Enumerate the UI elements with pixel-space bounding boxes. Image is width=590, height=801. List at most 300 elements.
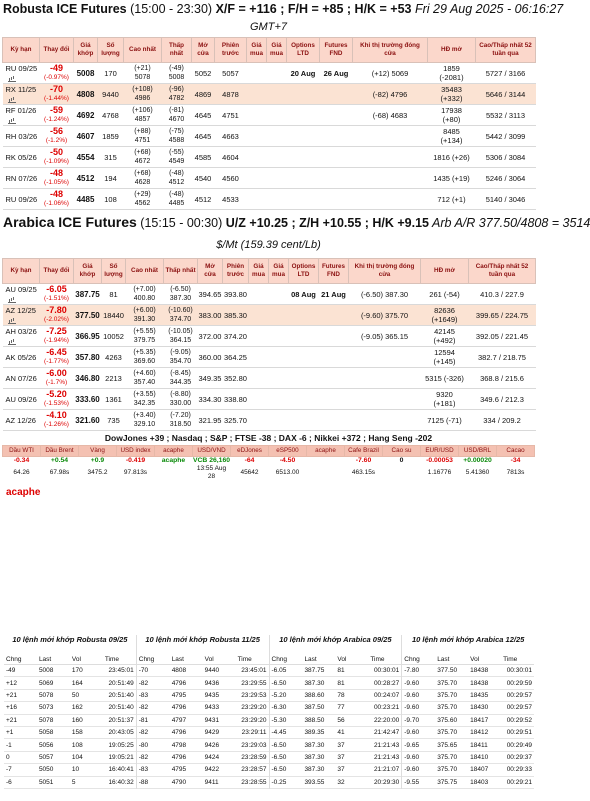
chart-icon[interactable] [8, 296, 16, 303]
close-value: (-82) 4796 [353, 84, 428, 105]
trade-row [402, 776, 534, 788]
bid-price [247, 84, 267, 105]
trade-row [270, 702, 402, 714]
open-interest: 17938 [441, 106, 462, 115]
trade-cell: 9433 [203, 702, 236, 714]
open-interest-delta: (+134) [440, 136, 463, 145]
trade-cell: 387.75 [302, 665, 335, 677]
open-interest-delta: (+332) [440, 94, 463, 103]
contract-term[interactable] [3, 284, 40, 305]
trade-cell: 00:23:21 [368, 702, 401, 714]
prev-close: 4604 [215, 147, 247, 168]
trade-cell: 375.65 [435, 739, 468, 751]
bid-price [249, 305, 269, 326]
trade-cell: 56 [335, 714, 368, 726]
trade-cell: 375.75 [435, 776, 468, 788]
quote-row[interactable] [3, 63, 536, 84]
trade-cell: +16 [4, 702, 37, 714]
open-interest: 42145 [434, 327, 455, 336]
change-cell [40, 368, 74, 389]
open-interest-cell [428, 126, 476, 147]
prev-close: 338.80 [223, 389, 249, 410]
contract-name: RN 07/26 [5, 173, 38, 183]
trade-row [137, 714, 269, 726]
contract-term[interactable] [3, 84, 40, 105]
open-price: 4540 [192, 168, 215, 189]
contract-term[interactable] [3, 305, 40, 326]
low-cell [162, 84, 192, 105]
prev-close: 374.20 [223, 326, 249, 347]
open-interest: 9320 [436, 390, 453, 399]
quote-row[interactable] [3, 368, 536, 389]
change-value: -6.45 [46, 347, 67, 357]
trades-title: 10 lệnh mới khớp Robusta 11/25 [145, 635, 260, 644]
markets-sub-row [3, 465, 535, 481]
trade-cell: 20:51:37 [103, 714, 136, 726]
trade-row [270, 751, 402, 763]
trade-cell: 9411 [203, 776, 236, 788]
open-price: 372.00 [198, 326, 223, 347]
trade-cell: -6.30 [270, 702, 303, 714]
change-percent: (-1.51%) [44, 295, 69, 302]
contract-term[interactable] [3, 105, 40, 126]
trades-title: 10 lệnh mới khớp Robusta 09/25 [12, 635, 128, 644]
trade-cell: 9429 [203, 726, 236, 738]
robusta-title-hours: (15:00 - 23:30) [126, 2, 216, 16]
trade-row [137, 689, 269, 701]
trades-col-header: Last [435, 655, 468, 665]
high-price: 400.80 [133, 295, 156, 302]
quote-row[interactable] [3, 105, 536, 126]
trade-cell: 375.70 [435, 764, 468, 776]
trade-cell: -9.55 [402, 776, 435, 788]
close-value [349, 389, 421, 410]
recent-trades [4, 635, 534, 789]
quote-row[interactable] [3, 326, 536, 347]
low-delta: (-10.60) [168, 307, 193, 314]
contract-term[interactable] [3, 147, 40, 168]
trade-cell: -9.60 [402, 751, 435, 763]
volume: 1859 [98, 126, 124, 147]
high-delta: (+5.55) [133, 328, 156, 335]
quote-row[interactable] [3, 389, 536, 410]
trades-col-header: Time [236, 655, 269, 665]
trade-cell: 104 [70, 751, 103, 763]
arabica-subtitle: $/Mt (159.39 cent/Lb) [216, 239, 321, 251]
trade-cell: 375.70 [435, 751, 468, 763]
low-cell [164, 284, 198, 305]
trade-cell: 00:29:57 [501, 689, 534, 701]
low-price: 344.35 [169, 379, 192, 386]
quote-row[interactable] [3, 189, 536, 210]
market-value: +0.54 [50, 457, 69, 464]
open-interest: 712 (+1) [437, 194, 466, 204]
trade-cell: -0.25 [270, 776, 303, 788]
trade-cell: 00:29:21 [501, 776, 534, 788]
trade-cell: 20:51:40 [103, 702, 136, 714]
trade-cell: 23:28:55 [236, 776, 269, 788]
volume: 735 [102, 410, 126, 431]
trade-cell: 9431 [203, 714, 236, 726]
contract-term[interactable] [3, 368, 40, 389]
open-interest-cell [421, 284, 469, 305]
trade-cell: 158 [70, 726, 103, 738]
change-value: -5.20 [46, 389, 67, 399]
week52-range: 5727 / 3166 [476, 63, 536, 84]
volume: 170 [98, 63, 124, 84]
trade-cell: 16:40:41 [103, 764, 136, 776]
open-price: 360.00 [198, 347, 223, 368]
market-header: eSP500 [269, 446, 307, 457]
ask-price [267, 63, 287, 84]
trade-cell: 10 [70, 764, 103, 776]
prev-close: 325.70 [223, 410, 249, 431]
col-header: Thay đổi [40, 259, 74, 284]
options-ltd [287, 126, 320, 147]
low-cell [164, 347, 198, 368]
change-percent: (-1.94%) [44, 337, 69, 344]
change-value: -6.05 [46, 284, 67, 294]
arabica-quote-table [2, 258, 536, 431]
change-value: -48 [49, 168, 63, 178]
options-ltd: 20 Aug [287, 63, 320, 84]
low-cell [162, 126, 192, 147]
open-price: 394.65 [198, 284, 223, 305]
contract-name: RH 03/26 [5, 131, 38, 141]
trade-row [4, 677, 136, 689]
chart-icon[interactable] [8, 75, 16, 82]
trade-row [402, 739, 534, 751]
high-cell [126, 368, 164, 389]
col-header: HĐ mở [428, 38, 476, 63]
col-header: Options LTD [289, 259, 319, 284]
high-delta: (+21) [134, 65, 151, 72]
trade-cell: 21:21:43 [368, 751, 401, 763]
brand-logo[interactable]: acaphe [6, 487, 41, 498]
trade-row [4, 702, 136, 714]
market-header: acaphe [155, 446, 193, 457]
week52-range: 399.65 / 224.75 [469, 305, 536, 326]
high-cell [126, 284, 164, 305]
market-value [307, 457, 345, 466]
trade-cell: -6.50 [270, 739, 303, 751]
week52-range: 5646 / 3144 [476, 84, 536, 105]
open-price: 4645 [192, 126, 215, 147]
quote-row[interactable] [3, 126, 536, 147]
low-cell [164, 305, 198, 326]
trade-cell: 18411 [468, 739, 501, 751]
high-price: 5078 [134, 74, 151, 81]
market-header: Cacao [497, 446, 535, 457]
trade-cell: 19:05:21 [103, 751, 136, 763]
trade-cell: 4796 [170, 726, 203, 738]
open-interest: 35483 [441, 85, 462, 94]
trade-row [4, 764, 136, 776]
market-sub: 13:55 Aug 28 [196, 465, 227, 480]
trade-cell: -83 [137, 689, 170, 701]
low-delta: (-6.50) [170, 286, 191, 293]
market-value[interactable]: acaphe [161, 457, 186, 464]
contract-term[interactable] [3, 347, 40, 368]
low-price: 4670 [168, 116, 185, 123]
contract-term[interactable] [3, 410, 40, 431]
col-header: Kỳ hạn [3, 259, 40, 284]
trade-cell: 4795 [170, 764, 203, 776]
last-price: 366.95 [74, 326, 102, 347]
bid-price [249, 410, 269, 431]
change-value: -56 [49, 126, 63, 136]
volume: 81 [102, 284, 126, 305]
high-delta: (+106) [132, 107, 153, 114]
market-value: -64 [244, 457, 255, 464]
week52-range: 334 / 209.2 [469, 410, 536, 431]
last-price: 4808 [74, 84, 98, 105]
robusta-quote-table [2, 37, 536, 210]
low-delta: (-49) [169, 65, 184, 72]
open-interest-cell [428, 168, 476, 189]
contract-name: AU 09/25 [5, 285, 37, 294]
week52-range: 392.05 / 221.45 [469, 326, 536, 347]
trade-cell: 4796 [170, 677, 203, 689]
trade-cell: 387.30 [302, 677, 335, 689]
bid-price [247, 126, 267, 147]
trade-cell: -6.50 [270, 751, 303, 763]
high-cell [126, 347, 164, 368]
high-price: 4628 [134, 179, 151, 186]
low-price: 318.50 [169, 421, 192, 428]
change-percent: (-1.09%) [44, 158, 69, 165]
contract-term[interactable] [3, 189, 40, 210]
contract-name: AU 09/26 [5, 394, 37, 404]
bid-price [247, 189, 267, 210]
trade-cell: 00:29:49 [501, 739, 534, 751]
contract-name: AH 03/26 [5, 327, 37, 336]
trades-col-header: Last [170, 655, 203, 665]
change-percent: (-1.53%) [44, 400, 69, 407]
contract-term[interactable] [3, 389, 40, 410]
trades-column [401, 635, 534, 789]
col-header: HĐ mở [421, 259, 469, 284]
trades-table [137, 655, 269, 789]
low-delta: (-48) [169, 191, 184, 198]
prev-close: 4533 [215, 189, 247, 210]
contract-name: AZ 12/25 [5, 306, 36, 315]
trade-row [270, 689, 402, 701]
options-ltd [289, 305, 319, 326]
trade-row [270, 764, 402, 776]
market-sub: 5.41360 [465, 469, 490, 476]
contract-term[interactable] [3, 326, 40, 347]
col-header: Giá mua [267, 38, 287, 63]
trade-cell: 5069 [37, 677, 70, 689]
trade-cell: -83 [137, 764, 170, 776]
trade-cell: 377.50 [435, 665, 468, 677]
arabica-header-row [3, 259, 536, 284]
high-cell [124, 168, 162, 189]
low-price: 5008 [168, 74, 185, 81]
trade-cell: 5 [70, 776, 103, 788]
trade-cell: 18403 [468, 776, 501, 788]
trade-row [402, 726, 534, 738]
high-delta: (+7.00) [133, 286, 156, 293]
trade-cell: 19:05:25 [103, 739, 136, 751]
trade-row [402, 764, 534, 776]
bid-price [247, 147, 267, 168]
trade-cell: -82 [137, 702, 170, 714]
trade-cell: 21:21:43 [368, 739, 401, 751]
quote-row[interactable] [3, 168, 536, 189]
market-sub: 463.15s [351, 469, 376, 476]
change-percent: (-1.2%) [45, 137, 68, 144]
trade-cell: 5058 [37, 726, 70, 738]
low-cell [164, 368, 198, 389]
trade-cell: 37 [335, 764, 368, 776]
trade-cell: 375.70 [435, 702, 468, 714]
high-delta: (+29) [134, 191, 151, 198]
open-interest: 261 (-54) [429, 289, 460, 299]
col-header: Cao nhất [126, 259, 164, 284]
trade-cell: 9440 [203, 665, 236, 677]
col-header: Futures FND [319, 259, 349, 284]
low-price: 387.30 [169, 295, 192, 302]
change-percent: (-1.44%) [44, 95, 69, 102]
trade-cell: 50 [70, 689, 103, 701]
open-interest: 1816 (+26) [433, 152, 470, 162]
low-price: 4549 [168, 158, 185, 165]
trades-table [270, 655, 402, 789]
change-percent: (-1.7%) [45, 379, 68, 386]
prev-close: 352.80 [223, 368, 249, 389]
trade-cell: 18407 [468, 764, 501, 776]
market-header: Cao su [383, 446, 421, 457]
futures-fnd: 21 Aug [319, 284, 349, 305]
trade-row [270, 714, 402, 726]
futures-fnd [320, 168, 353, 189]
change-percent: (-1.05%) [44, 179, 69, 186]
market-value: +0.9 [90, 457, 105, 464]
market-header: Cafe Brazil [345, 446, 383, 457]
trade-cell: 18438 [468, 665, 501, 677]
market-value: -34 [510, 457, 521, 464]
high-price: 329.10 [133, 421, 156, 428]
trade-cell: 108 [70, 739, 103, 751]
quote-row[interactable] [3, 347, 536, 368]
high-delta: (+5.35) [133, 349, 156, 356]
trades-header-row [402, 655, 534, 665]
trade-cell: -4.45 [270, 726, 303, 738]
quote-row[interactable] [3, 410, 536, 431]
high-cell [124, 147, 162, 168]
high-cell [124, 84, 162, 105]
market-header: Vàng [79, 446, 117, 457]
close-value: (-68) 4683 [353, 105, 428, 126]
trades-col-header: Vol [203, 655, 236, 665]
futures-fnd [320, 105, 353, 126]
chart-icon[interactable] [8, 317, 16, 324]
bid-price [249, 389, 269, 410]
trades-table [4, 655, 136, 789]
trade-cell: 20:51:40 [103, 689, 136, 701]
robusta-subtitle: GMT+7 [250, 21, 287, 33]
contract-name: AZ 12/26 [5, 415, 36, 425]
change-value: -50 [49, 147, 63, 157]
week52-range: 5532 / 3113 [476, 105, 536, 126]
trade-cell: 5073 [37, 702, 70, 714]
contract-name: RU 09/25 [5, 64, 38, 73]
market-header: USD/BRL [459, 446, 497, 457]
open-interest-cell [421, 368, 469, 389]
col-header: Kỳ hạn [3, 38, 40, 63]
chart-icon[interactable] [8, 117, 16, 124]
ask-price [269, 305, 289, 326]
change-cell [40, 189, 74, 210]
high-price: 357.40 [133, 379, 156, 386]
market-value: -0.00053 [426, 457, 453, 464]
close-value [353, 147, 428, 168]
col-header: Giá mua [247, 38, 267, 63]
trade-cell: 00:28:27 [368, 677, 401, 689]
contract-term[interactable] [3, 63, 40, 84]
quote-row[interactable] [3, 305, 536, 326]
open-price: 321.95 [198, 410, 223, 431]
change-percent: (-1.06%) [44, 200, 69, 207]
trades-column [4, 635, 136, 789]
chart-icon[interactable] [8, 338, 16, 345]
trade-cell: 162 [70, 702, 103, 714]
market-sub: 6513.00 [275, 469, 300, 476]
ask-price [267, 84, 287, 105]
low-delta: (-10.05) [168, 328, 193, 335]
trade-cell: 170 [70, 665, 103, 677]
low-price: 364.15 [169, 337, 192, 344]
futures-fnd: 26 Aug [320, 63, 353, 84]
prev-close: 4560 [215, 168, 247, 189]
close-value [349, 410, 421, 431]
quote-row[interactable] [3, 84, 536, 105]
contract-term[interactable] [3, 168, 40, 189]
contract-term[interactable] [3, 126, 40, 147]
quote-row[interactable] [3, 147, 536, 168]
quote-row[interactable] [3, 284, 536, 305]
high-cell [126, 410, 164, 431]
trade-cell: 164 [70, 677, 103, 689]
open-interest-cell [428, 84, 476, 105]
trade-cell: -80 [137, 739, 170, 751]
trade-cell: 5008 [37, 665, 70, 677]
col-header: Thay đổi [40, 38, 74, 63]
col-header: Cao nhất [124, 38, 162, 63]
trade-cell: 20:51:49 [103, 677, 136, 689]
volume: 4263 [102, 347, 126, 368]
change-cell [40, 326, 74, 347]
trade-row [402, 677, 534, 689]
trade-cell: 00:29:57 [501, 702, 534, 714]
chart-icon[interactable] [8, 96, 16, 103]
futures-fnd [320, 189, 353, 210]
markets-table [2, 445, 535, 481]
contract-name: RK 05/26 [5, 152, 37, 162]
trade-cell: 00:30:01 [501, 665, 534, 677]
trade-cell: 78 [335, 689, 368, 701]
trade-cell: -5.20 [270, 689, 303, 701]
bid-price [247, 63, 267, 84]
arabica-title [0, 214, 590, 232]
arabica-title-name: Arabica ICE Futures [3, 214, 137, 230]
options-ltd [287, 105, 320, 126]
trade-cell: 22:20:00 [368, 714, 401, 726]
trade-cell: 375.70 [435, 689, 468, 701]
high-price: 4986 [134, 95, 151, 102]
